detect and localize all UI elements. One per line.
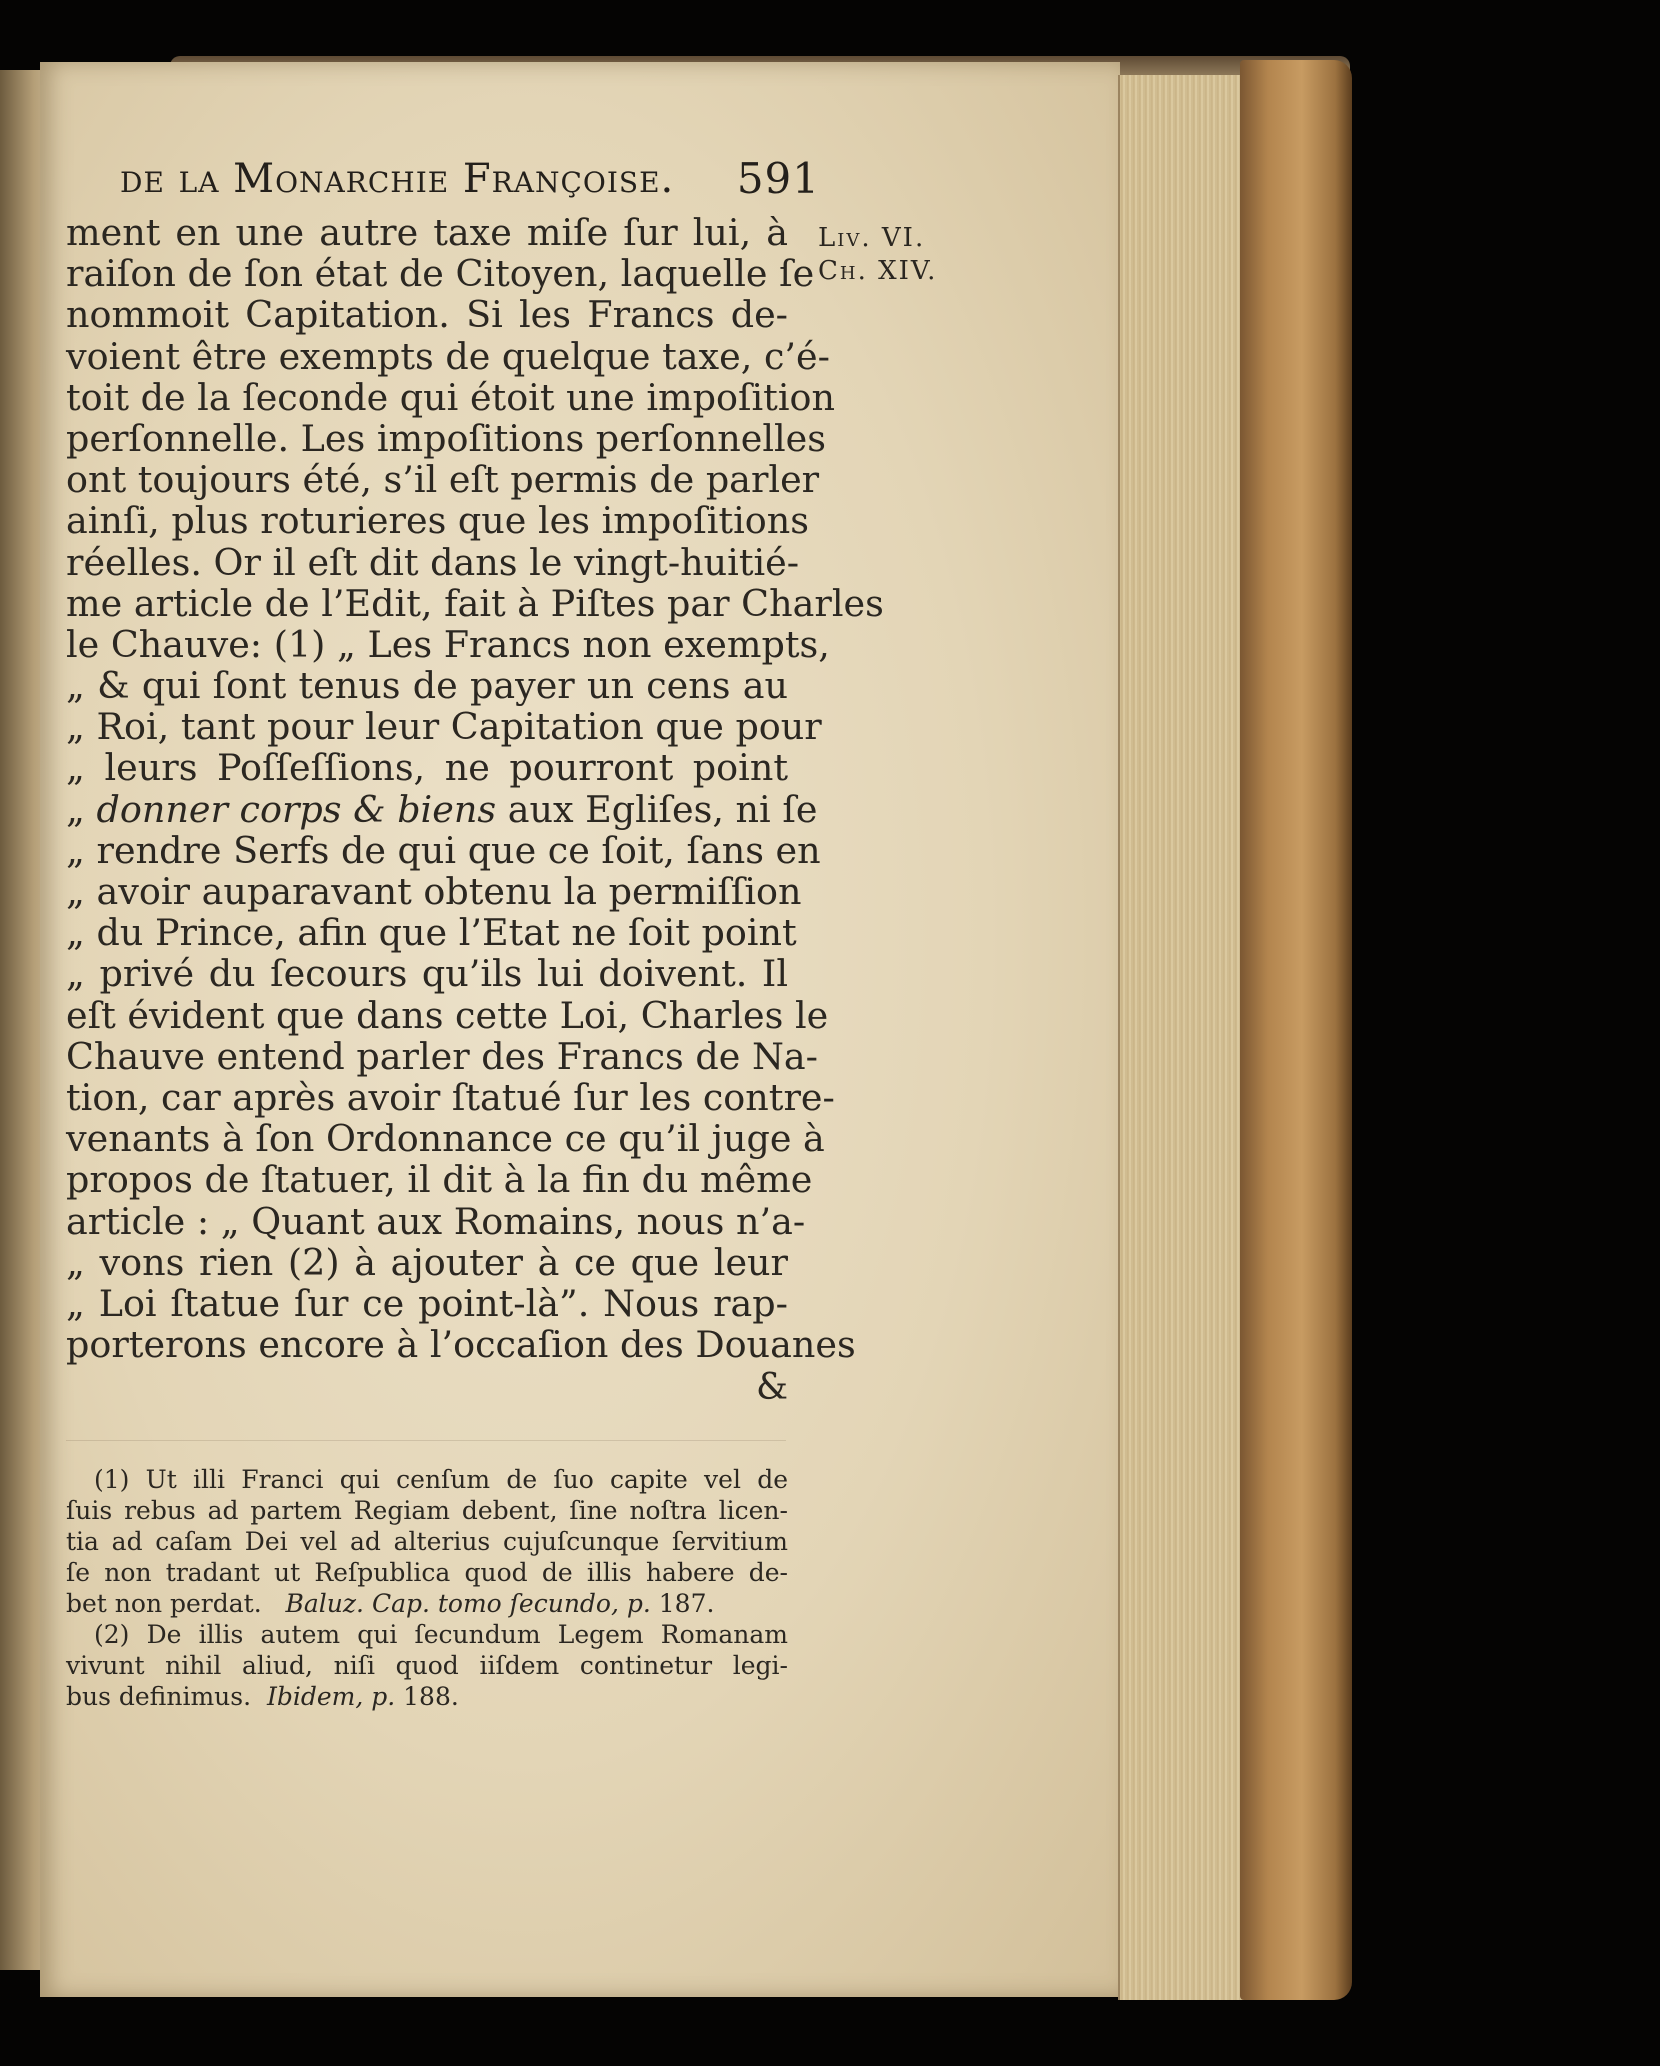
text-line: perſonnelle. Les impoſitions perſonnelles xyxy=(66,416,826,460)
citation-lead: bus definimus. xyxy=(66,1682,252,1711)
footnote-line: (1) Ut illi Franci qui cenſum de ſuo capite vel de xyxy=(94,1465,788,1494)
margin-note-chapter: Ch. XIV. xyxy=(818,256,938,286)
text-line: Chauve entend parler des Francs de Na- xyxy=(66,1034,818,1078)
margin-note xyxy=(818,222,937,288)
footnotes xyxy=(66,1464,788,1712)
running-header xyxy=(120,148,820,208)
italic-phrase: donner corps & biens xyxy=(96,787,497,831)
text-line-with-italic xyxy=(66,787,818,831)
text-line: raiſon de ſon état de Citoyen, laquelle ſe xyxy=(66,252,815,296)
footnote-separator xyxy=(66,1440,786,1441)
citation-italic: Ibidem, p. xyxy=(266,1682,396,1711)
running-title: de la Monarchie Françoise. xyxy=(120,156,675,202)
text-line: „ rendre Serfs de qui que ce ſoit, ſans en xyxy=(66,828,821,872)
footnote-line: tia ad caſam Dei vel ad alterius cujuſcunque ſervitium xyxy=(66,1527,788,1556)
text-line: venants à ſon Ordonnance ce qu’il juge à xyxy=(66,1117,825,1161)
citation-italic: Baluz. Cap. tomo ſecundo, p. xyxy=(285,1589,651,1618)
leather-binding xyxy=(1240,60,1352,2000)
catchword: & xyxy=(755,1367,788,1409)
text-line: voient être exempts de quelque taxe, c’é- xyxy=(66,334,830,378)
quote-mark: „ xyxy=(66,787,85,831)
footnote-line: (2) De illis autem qui ſecundum Legem Romanam xyxy=(94,1620,788,1649)
page-number: 591 xyxy=(736,154,820,203)
text-line: „ du Prince, afin que l’Etat ne ſoit point xyxy=(66,911,797,955)
text-line: „ avoir auparavant obtenu la permiſſion xyxy=(66,870,802,913)
text-line: propos de ſtatuer, il dit à la fin du même xyxy=(66,1158,813,1202)
text-line: nommoit Capitation. Si les Francs de- xyxy=(66,293,788,337)
margin-note-book: Liv. VI. xyxy=(818,223,926,253)
text-line: „ & qui ſont tenus de payer un cens au xyxy=(66,664,788,708)
text-line: toit de la ſeconde qui étoit une impoſition xyxy=(66,375,835,419)
line-rest: aux Egliſes, ni ſe xyxy=(507,787,818,831)
text-line: réelles. Or il eſt dit dans le vingt-huitié- xyxy=(66,540,800,584)
footnote-line-citation xyxy=(66,1681,788,1712)
text-line: porterons encore à l’occaſion des Douanes xyxy=(66,1323,856,1367)
text-line: „ vons rien (2) à ajouter à ce que leur xyxy=(66,1240,788,1284)
page-block-edges xyxy=(1118,75,1252,2000)
text-line: „ privé du ſecours qu’ils lui doivent. Il xyxy=(66,952,788,996)
text-line: eſt évident que dans cette Loi, Charles le xyxy=(66,993,829,1037)
text-line: „ leurs Poſſeſſions, ne pourront point xyxy=(66,746,788,790)
citation-page: 188. xyxy=(403,1682,459,1711)
text-line: ment en une autre taxe miſe ſur lui, à xyxy=(66,211,788,254)
text-line: tion, car après avoir ſtatué ſur les contre- xyxy=(66,1075,835,1119)
citation-page: 187. xyxy=(658,1589,715,1618)
text-line: le Chauve: (1) „ Les Francs non exempts, xyxy=(66,622,830,666)
text-line: „ Loi ſtatue ſur ce point-là”. Nous rap- xyxy=(66,1281,788,1325)
text-line: ainſi, plus roturieres que les impoſitions xyxy=(66,499,809,543)
text-line: ont toujours été, s’il eſt permis de parler xyxy=(66,458,820,502)
footnote-line: ſuis rebus ad partem Regiam debent, ſine noſtra licen- xyxy=(66,1496,788,1525)
footnote-line: vivunt nihil aliud, niſi quod iiſdem continetur legi- xyxy=(66,1651,788,1680)
footnote-line-citation xyxy=(66,1588,788,1619)
footnote-line: ſe non tradant ut Reſpublica quod de illis habere de- xyxy=(66,1558,788,1587)
citation-lead: bet non perdat. xyxy=(66,1589,262,1618)
text-line: „ Roi, tant pour leur Capitation que pour xyxy=(66,705,822,749)
text-line: me article de l’Edit, fait à Piſtes par Charles xyxy=(66,581,884,625)
text-line: article : „ Quant aux Romains, nous n’a- xyxy=(66,1199,806,1243)
